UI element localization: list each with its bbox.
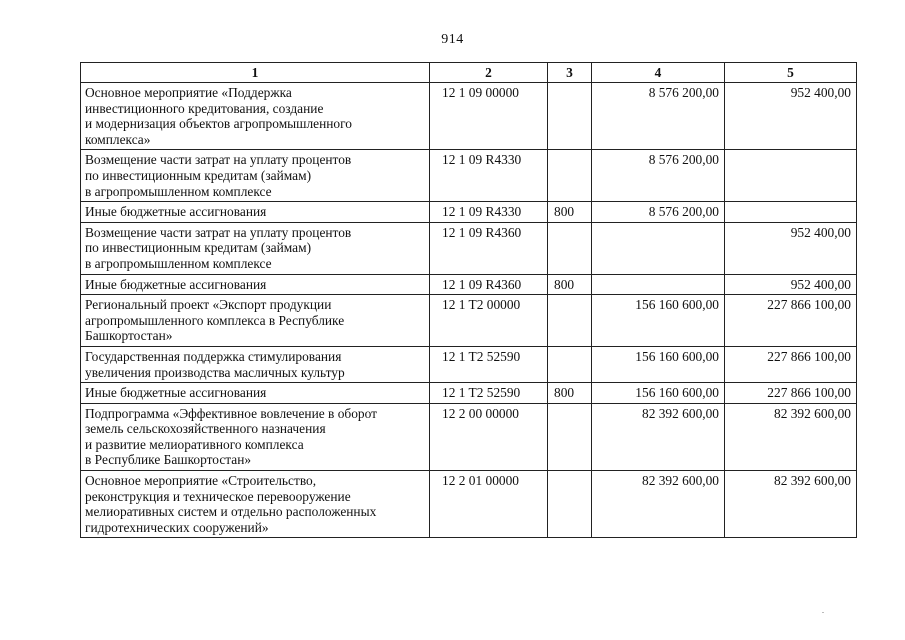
- row-code: 12 1 09 R4330: [430, 150, 548, 202]
- row-sum-1: 82 392 600,00: [592, 403, 725, 470]
- row-expense-type: [548, 471, 592, 538]
- row-name: Государственная поддержка стимулирования увеличения производства масличных культур: [81, 346, 430, 382]
- row-expense-type: [548, 222, 592, 274]
- row-expense-type: 800: [548, 383, 592, 404]
- row-code: 12 1 09 R4360: [430, 222, 548, 274]
- scan-speck: [822, 612, 824, 613]
- row-sum-2: 227 866 100,00: [725, 346, 857, 382]
- row-name: Иные бюджетные ассигнования: [81, 383, 430, 404]
- row-expense-type: [548, 150, 592, 202]
- row-sum-1: [592, 222, 725, 274]
- table-row: [81, 295, 857, 347]
- table-row: [81, 403, 857, 470]
- table-row: [81, 202, 857, 223]
- budget-table: [80, 62, 857, 538]
- row-name: Региональный проект «Экспорт продукции агропромышленного комплекса в Республике Башкортостан»: [81, 295, 430, 347]
- table-row: [81, 150, 857, 202]
- row-sum-2: 227 866 100,00: [725, 383, 857, 404]
- row-name: Иные бюджетные ассигнования: [81, 274, 430, 295]
- column-header-4: 4: [592, 63, 725, 83]
- row-name: Возмещение части затрат на уплату процентов по инвестиционным кредитам (займам) в агропромышленном комплексе: [81, 222, 430, 274]
- row-name: Иные бюджетные ассигнования: [81, 202, 430, 223]
- row-sum-2: 952 400,00: [725, 274, 857, 295]
- row-sum-2: [725, 202, 857, 223]
- header-row: [81, 63, 857, 83]
- table-row: [81, 346, 857, 382]
- column-header-5: 5: [725, 63, 857, 83]
- row-expense-type: 800: [548, 202, 592, 223]
- row-expense-type: [548, 295, 592, 347]
- row-sum-1: 156 160 600,00: [592, 346, 725, 382]
- row-sum-1: 82 392 600,00: [592, 471, 725, 538]
- page-number: 914: [441, 32, 464, 47]
- row-sum-2: 952 400,00: [725, 83, 857, 150]
- row-code: 12 1 T2 52590: [430, 383, 548, 404]
- column-header-1: 1: [81, 63, 430, 83]
- table-row: [81, 383, 857, 404]
- table-row: [81, 222, 857, 274]
- row-name: Основное мероприятие «Поддержка инвестиционного кредитования, создание и модернизация объектов агропромышленного комплекса»: [81, 83, 430, 150]
- row-sum-2: 952 400,00: [725, 222, 857, 274]
- row-expense-type: [548, 403, 592, 470]
- row-name: Подпрограмма «Эффективное вовлечение в оборот земель сельскохозяйственного назначения и развитие мелиоративного комплекса в Республике Башкортостан»: [81, 403, 430, 470]
- table-row: [81, 83, 857, 150]
- row-name: Основное мероприятие «Строительство, реконструкция и техническое перевооружение мелиоративных систем и отдельно расположенных гидротехнических сооружений»: [81, 471, 430, 538]
- table-row: [81, 471, 857, 538]
- row-code: 12 1 T2 00000: [430, 295, 548, 347]
- row-sum-2: 227 866 100,00: [725, 295, 857, 347]
- row-sum-1: 8 576 200,00: [592, 202, 725, 223]
- row-code: 12 1 T2 52590: [430, 346, 548, 382]
- row-name: Возмещение части затрат на уплату процентов по инвестиционным кредитам (займам) в агропромышленном комплексе: [81, 150, 430, 202]
- row-sum-1: 8 576 200,00: [592, 83, 725, 150]
- row-code: 12 1 09 00000: [430, 83, 548, 150]
- row-sum-1: 8 576 200,00: [592, 150, 725, 202]
- row-code: 12 2 00 00000: [430, 403, 548, 470]
- column-header-2: 2: [430, 63, 548, 83]
- row-sum-1: [592, 274, 725, 295]
- row-expense-type: [548, 346, 592, 382]
- table-row: [81, 274, 857, 295]
- row-expense-type: [548, 83, 592, 150]
- row-expense-type: 800: [548, 274, 592, 295]
- row-sum-1: 156 160 600,00: [592, 383, 725, 404]
- row-code: 12 1 09 R4330: [430, 202, 548, 223]
- row-sum-2: 82 392 600,00: [725, 471, 857, 538]
- row-sum-2: [725, 150, 857, 202]
- row-code: 12 2 01 00000: [430, 471, 548, 538]
- row-sum-1: 156 160 600,00: [592, 295, 725, 347]
- row-sum-2: 82 392 600,00: [725, 403, 857, 470]
- row-code: 12 1 09 R4360: [430, 274, 548, 295]
- column-header-3: 3: [548, 63, 592, 83]
